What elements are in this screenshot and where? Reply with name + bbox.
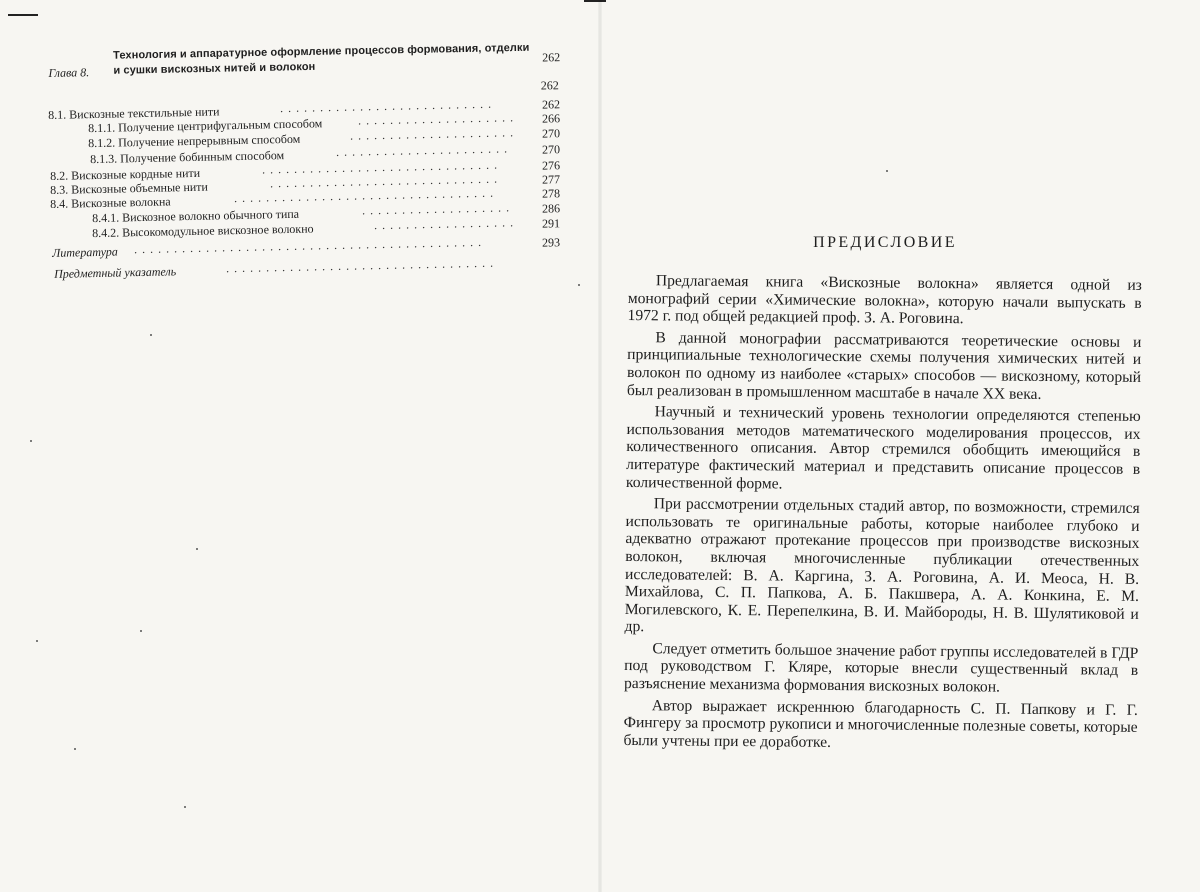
toc-entry (48, 256, 588, 281)
chapter-page: 262 (542, 50, 561, 65)
toc-entry-page: 278 (541, 186, 561, 201)
preface-heading: ПРЕДИСЛОВИЕ (813, 234, 957, 251)
leader-dots: ........................... (279, 96, 497, 116)
leader-dots: .................. (373, 215, 519, 233)
toc-entry-page: 277 (541, 172, 561, 187)
chapter-label: Глава 8. (48, 65, 90, 80)
chapter-title: Технология и аппаратурное оформление процессов формования, отделки и сушки вискозных нитей и волокон (113, 41, 530, 77)
preface-paragraph: При рассмотрении отдельных стадий автор, по возможности, стремился использовать те оригинальные работы, которые наиболее глубоко и адекватно отражают протекание процессов при производстве вискозных волокон, включая многочисленные публикации отечественных исследователей: В. А. Каргина, З. А. Роговина, А. И. Меоса, Н. В. Михайлова, С. П. Папкова, А. Б. Пакшвера, А. А. Конкина, Е. М. Могилевского, К. Е. Перепелкина, В. И. Майбороды, Н. В. Шулятиковой и др. (624, 495, 1140, 636)
toc-entry-title: 8.4.1. Вискозное волокно обычного типа (91, 206, 300, 226)
toc-entry-title: 8.1. Вискозные текстильные нити (48, 104, 220, 122)
leader-dots: ................................. (233, 185, 499, 206)
chapter-page-repeat: 262 (540, 78, 559, 93)
toc-entry-page: 266 (541, 111, 561, 126)
scan-speck (196, 548, 198, 550)
toc-entry-page: 286 (541, 201, 561, 216)
toc-entry-title: 8.4. Вискозные волокна (49, 194, 171, 211)
toc-entry-title: Литература (51, 244, 118, 260)
toc-entry-page: 270 (541, 142, 561, 157)
preface-paragraph: Автор выражает искреннюю благодарность С. П. Папкову и Г. Г. Фингеру за просмотр рукописи и многочисленные полезные советы, которые были учтены при ее доработке. (623, 696, 1138, 751)
scan-speck (74, 748, 76, 750)
scan-speck (184, 806, 186, 808)
toc-entry-page: 291 (541, 216, 561, 231)
scan-speck (886, 170, 888, 172)
preface-paragraph: Научный и технический уровень технологии определяются степенью использования методов математического моделирования процессов, их количественного описания. Автор стремился обобщить имеющийся в литературе фактический материал и представить описание процессов в количественной форме. (625, 403, 1141, 493)
leader-dots: .................................. (225, 255, 499, 276)
preface-paragraph: Предлагаемая книга «Вискозные волокна» является одной из монографий серии «Химические волокна», которую начали выпускать в 1972 г. под общей редакцией проф. З. А. Роговина. (627, 272, 1142, 328)
scan-speck (36, 640, 38, 642)
scan-speck (30, 440, 32, 442)
scan-speck (140, 630, 142, 632)
toc-entry-title: 8.3. Вискозные объемные нити (49, 179, 209, 197)
toc-entry-page: 293 (541, 235, 561, 250)
leader-dots: .................... (357, 110, 519, 128)
toc-entry-title: 8.1.3. Получение бобинным способом (89, 148, 285, 167)
scan-speck (578, 284, 580, 286)
leader-dots: ..................... (349, 125, 519, 143)
leader-dots: .............................. (261, 157, 503, 177)
toc-entry-title: 8.1.1. Получение центрифугальным способом (87, 116, 323, 136)
leader-dots: ............................. (269, 171, 503, 191)
toc-entry-title: 8.1.2. Получение непрерывным способом (87, 131, 301, 151)
toc-entry-title: Предметный указатель (53, 264, 177, 281)
toc-entry-page: 270 (541, 126, 561, 141)
scan-speck (150, 334, 152, 336)
leader-dots: ...................... (335, 141, 513, 159)
leader-dots: ................... (361, 200, 515, 218)
leader-dots: ............................................ (133, 234, 487, 257)
toc-entry-page: 276 (541, 158, 561, 173)
toc-entry-page: 262 (541, 97, 561, 112)
toc-entry-title: 8.2. Вискозные кордные нити (49, 165, 201, 183)
preface-body (623, 272, 1142, 758)
preface-paragraph: В данной монографии рассматриваются теоретические основы и принципиальные технологические схемы получения химических нитей и волокон по одному из наиболее «старых» способов — вискозному, который был реализован в промышленном масштабе в начале XX века. (626, 329, 1142, 403)
preface-paragraph: Следует отметить большое значение работ группы исследователей в ГДР под руководством Г. Кляре, которые внесли существенный вклад в разъяснение механизма формования вискозных волокон. (623, 640, 1139, 696)
toc-entry-title: 8.4.2. Высокомодульное вискозное волокно (91, 221, 314, 241)
toc-chapter (48, 40, 588, 93)
